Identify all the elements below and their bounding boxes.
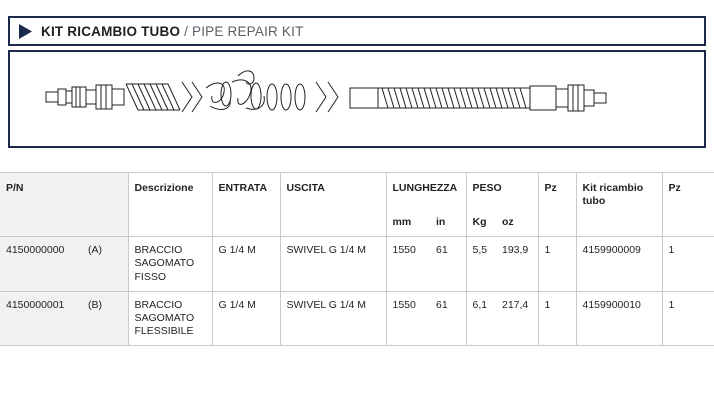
column-unit-mm: mm bbox=[386, 202, 430, 237]
cell-pn bbox=[0, 291, 128, 345]
specifications-table-wrap bbox=[0, 172, 714, 346]
table-head bbox=[0, 173, 714, 237]
cell-pn-code: 4150000000 bbox=[6, 244, 65, 257]
section-title bbox=[41, 24, 304, 39]
cell-pn-ref: (A) bbox=[88, 244, 102, 257]
cell-pz-1: 1 bbox=[538, 291, 576, 345]
column-header-pz-1: Pz bbox=[538, 173, 576, 237]
section-title-separator: / bbox=[180, 23, 192, 39]
cell-lunghezza-in: 61 bbox=[430, 237, 466, 291]
column-header-peso: PESO bbox=[466, 173, 538, 203]
braided-hose bbox=[350, 86, 556, 110]
cell-pn-ref: (B) bbox=[88, 298, 102, 311]
cell-descrizione: BRACCIO SAGOMATO FLESSIBILE bbox=[128, 291, 212, 345]
cell-entrata: G 1/4 M bbox=[212, 237, 280, 291]
cell-entrata: G 1/4 M bbox=[212, 291, 280, 345]
cell-lunghezza-mm: 1550 bbox=[386, 291, 430, 345]
column-unit-kg: Kg bbox=[466, 202, 496, 237]
table-header-row bbox=[0, 173, 714, 203]
product-figure-box bbox=[8, 50, 706, 148]
pipe-repair-kit-diagram bbox=[10, 52, 704, 146]
column-header-entrata: ENTRATA bbox=[212, 173, 280, 237]
column-unit-in: in bbox=[430, 202, 466, 237]
section-banner bbox=[8, 16, 706, 46]
right-fitting bbox=[556, 85, 606, 111]
column-header-pz-2: Pz bbox=[662, 173, 714, 237]
cell-descrizione: BRACCIO SAGOMATO FISSO bbox=[128, 237, 212, 291]
cell-peso-kg: 5,5 bbox=[466, 237, 496, 291]
cell-pn bbox=[0, 237, 128, 291]
cell-pz-2: 1 bbox=[662, 237, 714, 291]
break-mark-left bbox=[182, 82, 202, 112]
column-header-uscita: USCITA bbox=[280, 173, 386, 237]
table-row[interactable] bbox=[0, 291, 714, 345]
table-row[interactable] bbox=[0, 237, 714, 291]
cell-lunghezza-in: 61 bbox=[430, 291, 466, 345]
column-header-pn: P/N bbox=[0, 173, 128, 237]
cell-pn-code: 4150000001 bbox=[6, 298, 65, 311]
break-mark-middle bbox=[316, 82, 338, 112]
cell-pz-2: 1 bbox=[662, 291, 714, 345]
cell-uscita: SWIVEL G 1/4 M bbox=[280, 237, 386, 291]
play-triangle-icon bbox=[19, 24, 32, 39]
section-title-it: KIT RICAMBIO TUBO bbox=[41, 23, 181, 39]
cell-peso-kg: 6,1 bbox=[466, 291, 496, 345]
cell-kit-ricambio-tubo: 4159900009 bbox=[576, 237, 662, 291]
specifications-table bbox=[0, 172, 714, 346]
cell-lunghezza-mm: 1550 bbox=[386, 237, 430, 291]
cell-uscita: SWIVEL G 1/4 M bbox=[280, 291, 386, 345]
column-header-kit-ricambio-tubo: Kit ricambio tubo bbox=[576, 173, 662, 237]
column-unit-oz: oz bbox=[496, 202, 538, 237]
cell-kit-ricambio-tubo: 4159900010 bbox=[576, 291, 662, 345]
cell-pz-1: 1 bbox=[538, 237, 576, 291]
left-fitting bbox=[46, 85, 124, 109]
spring-guard bbox=[126, 84, 180, 110]
cell-peso-oz: 193,9 bbox=[496, 237, 538, 291]
column-header-descrizione: Descrizione bbox=[128, 173, 212, 237]
column-header-lunghezza: LUNGHEZZA bbox=[386, 173, 466, 203]
cell-peso-oz: 217,4 bbox=[496, 291, 538, 345]
table-body bbox=[0, 237, 714, 346]
section-title-en: PIPE REPAIR KIT bbox=[192, 23, 304, 39]
coiled-hose bbox=[206, 71, 305, 110]
